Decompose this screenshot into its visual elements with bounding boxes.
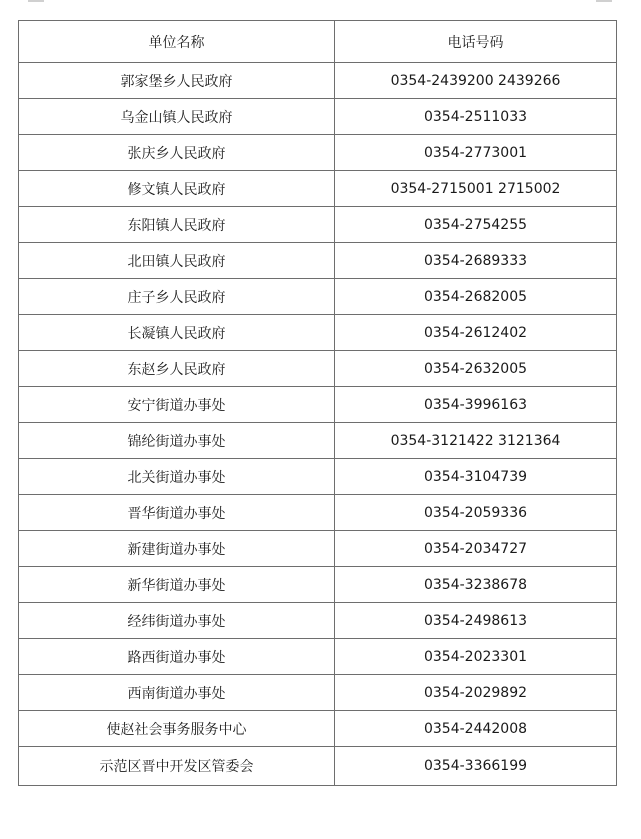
table-row <box>19 747 617 786</box>
table-row <box>19 171 617 207</box>
phone-number-cell: 0354-2059336 <box>335 495 617 531</box>
table-row <box>19 639 617 675</box>
unit-name-cell: 长凝镇人民政府 <box>19 315 335 351</box>
unit-name-cell: 庄子乡人民政府 <box>19 279 335 315</box>
phone-number-cell: 0354-3366199 <box>335 747 617 786</box>
table-row <box>19 711 617 747</box>
unit-name-cell: 示范区晋中开发区管委会 <box>19 747 335 786</box>
phone-number-cell: 0354-2632005 <box>335 351 617 387</box>
unit-name-cell: 经纬街道办事处 <box>19 603 335 639</box>
phone-number-cell: 0354-2439200 2439266 <box>335 63 617 99</box>
table-row <box>19 99 617 135</box>
phone-number-cell: 0354-3121422 3121364 <box>335 423 617 459</box>
unit-name-cell: 东赵乡人民政府 <box>19 351 335 387</box>
table-row <box>19 567 617 603</box>
phone-number-cell: 0354-3996163 <box>335 387 617 423</box>
phone-number-cell: 0354-2034727 <box>335 531 617 567</box>
table-row <box>19 459 617 495</box>
phone-number-cell: 0354-2754255 <box>335 207 617 243</box>
header-phone-number: 电话号码 <box>335 21 617 63</box>
phone-number-cell: 0354-2498613 <box>335 603 617 639</box>
top-edge-mark-left <box>28 0 44 2</box>
phone-number-cell: 0354-2773001 <box>335 135 617 171</box>
unit-name-cell: 晋华街道办事处 <box>19 495 335 531</box>
unit-name-cell: 东阳镇人民政府 <box>19 207 335 243</box>
table-row <box>19 351 617 387</box>
unit-name-cell: 路西街道办事处 <box>19 639 335 675</box>
phone-directory-table <box>18 20 617 786</box>
unit-name-cell: 新建街道办事处 <box>19 531 335 567</box>
phone-number-cell: 0354-2442008 <box>335 711 617 747</box>
table-row <box>19 495 617 531</box>
unit-name-cell: 北田镇人民政府 <box>19 243 335 279</box>
table-row <box>19 675 617 711</box>
unit-name-cell: 使赵社会事务服务中心 <box>19 711 335 747</box>
phone-number-cell: 0354-2511033 <box>335 99 617 135</box>
phone-number-cell: 0354-2689333 <box>335 243 617 279</box>
table-row <box>19 63 617 99</box>
table-row <box>19 603 617 639</box>
unit-name-cell: 北关街道办事处 <box>19 459 335 495</box>
table-header-row <box>19 21 617 63</box>
table-row <box>19 531 617 567</box>
unit-name-cell: 郭家堡乡人民政府 <box>19 63 335 99</box>
phone-number-cell: 0354-2029892 <box>335 675 617 711</box>
table-row <box>19 315 617 351</box>
unit-name-cell: 西南街道办事处 <box>19 675 335 711</box>
phone-number-cell: 0354-2023301 <box>335 639 617 675</box>
phone-number-cell: 0354-2612402 <box>335 315 617 351</box>
header-unit-name: 单位名称 <box>19 21 335 63</box>
top-edge-mark-right <box>596 0 612 2</box>
phone-number-cell: 0354-2682005 <box>335 279 617 315</box>
unit-name-cell: 张庆乡人民政府 <box>19 135 335 171</box>
table-row <box>19 135 617 171</box>
unit-name-cell: 乌金山镇人民政府 <box>19 99 335 135</box>
unit-name-cell: 修文镇人民政府 <box>19 171 335 207</box>
table-row <box>19 207 617 243</box>
table-row <box>19 243 617 279</box>
table-row <box>19 387 617 423</box>
phone-number-cell: 0354-3238678 <box>335 567 617 603</box>
phone-number-cell: 0354-2715001 2715002 <box>335 171 617 207</box>
phone-number-cell: 0354-3104739 <box>335 459 617 495</box>
unit-name-cell: 锦纶街道办事处 <box>19 423 335 459</box>
table-row <box>19 279 617 315</box>
table-row <box>19 423 617 459</box>
unit-name-cell: 安宁街道办事处 <box>19 387 335 423</box>
unit-name-cell: 新华街道办事处 <box>19 567 335 603</box>
